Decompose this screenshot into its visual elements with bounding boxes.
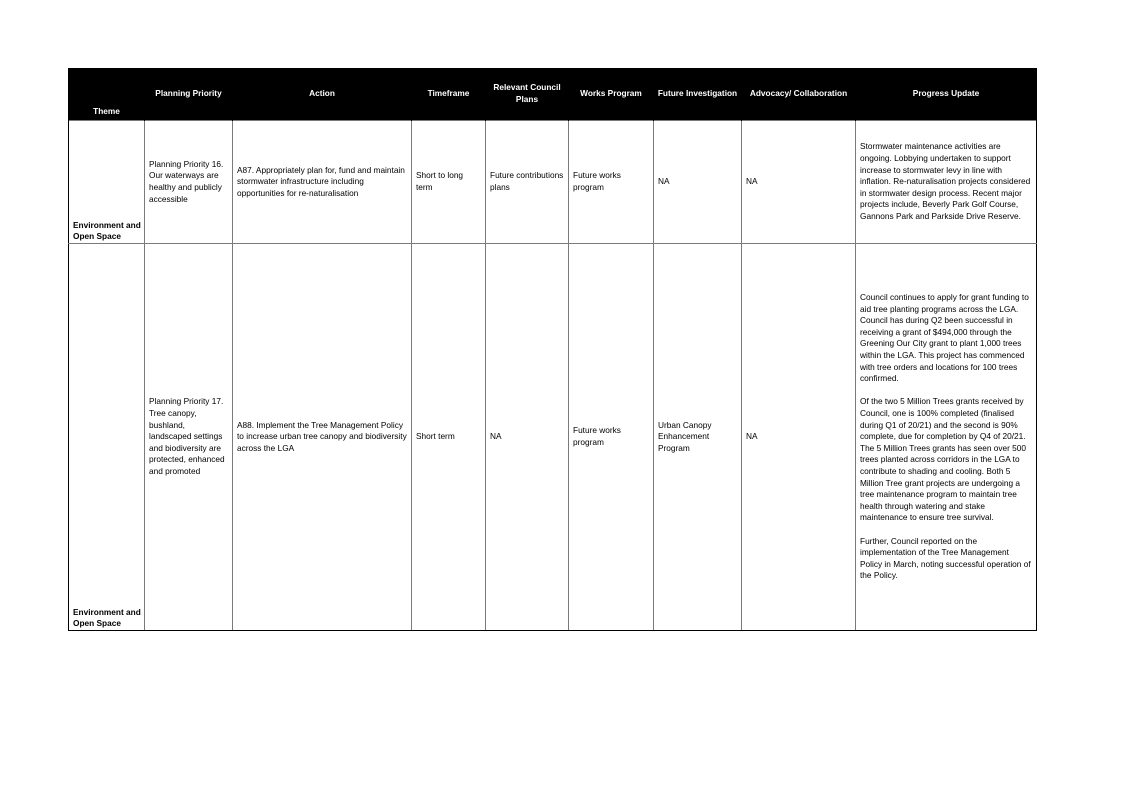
cell-future-investigation: Urban Canopy Enhancement Program xyxy=(654,244,742,631)
cell-works-program: Future works program xyxy=(569,121,654,244)
cell-advocacy-collaboration: NA xyxy=(742,121,856,244)
cell-planning-priority: Planning Priority 17. Tree canopy, bushland, landscaped settings and biodiversity are protected, enhanced and promoted xyxy=(145,244,233,631)
cell-action: A88. Implement the Tree Management Policy to increase urban tree canopy and biodiversity across the LGA xyxy=(233,244,412,631)
cell-advocacy-collaboration: NA xyxy=(742,244,856,631)
cell-relevant-council-plans: Future contributions plans xyxy=(486,121,569,244)
cell-relevant-council-plans: NA xyxy=(486,244,569,631)
table-header xyxy=(69,68,1037,121)
cell-progress-update: Stormwater maintenance activities are ongoing. Lobbying undertaken to support increase to stormwater levy in line with inflation. Re-naturalisation projects considered in stormwater design process. Recent major projects include, Beverly Park Golf Course, Gannons Park and Parkside Drive Reserve. xyxy=(856,121,1037,244)
header-row xyxy=(69,68,1037,121)
table-row xyxy=(69,121,1037,244)
header-works-program: Works Program xyxy=(569,68,654,121)
header-future-investigation: Future Investigation xyxy=(654,68,742,121)
header-advocacy-collaboration: Advocacy/ Collaboration xyxy=(742,68,856,121)
header-theme: Theme xyxy=(69,68,145,121)
cell-action: A87. Appropriately plan for, fund and maintain stormwater infrastructure including opportunities for re-naturalisation xyxy=(233,121,412,244)
table-body xyxy=(69,121,1037,631)
cell-works-program: Future works program xyxy=(569,244,654,631)
cell-planning-priority: Planning Priority 16. Our waterways are healthy and publicly accessible xyxy=(145,121,233,244)
header-planning-priority: Planning Priority xyxy=(145,68,233,121)
header-progress-update: Progress Update xyxy=(856,68,1037,121)
cell-theme: Environment and Open Space xyxy=(69,121,145,244)
cell-progress-update: Council continues to apply for grant funding to aid tree planting programs across the LGA. Council has during Q2 been successful in receiving a grant of $494,000 through the Greening Our City grant to plant 1,000 trees within the LGA. This project has commenced with tree orders and locations for 100 trees confirmed. Of the two 5 Million Trees grants received by Council, one is 100% completed (finalised during Q1 of 20/21) and the second is 90% complete, due for completion by Q4 of 20/21. The 5 Million Trees grants has seen over 500 trees planted across corridors in the LGA to contribute to shading and cooling. Both 5 Million Tree grant projects are undergoing a tree maintenance program to maintain tree health through watering and stake maintenance to ensure tree survival. Further, Council reported on the implementation of the Tree Management Policy in March, noting successful operation of the Policy. xyxy=(856,244,1037,631)
cell-theme: Environment and Open Space xyxy=(69,244,145,631)
table-row xyxy=(69,244,1037,631)
planning-priorities-table xyxy=(68,68,1037,631)
cell-timeframe: Short to long term xyxy=(412,121,486,244)
header-relevant-council-plans: Relevant Council Plans xyxy=(486,68,569,121)
header-action: Action xyxy=(233,68,412,121)
cell-timeframe: Short term xyxy=(412,244,486,631)
cell-future-investigation: NA xyxy=(654,121,742,244)
header-timeframe: Timeframe xyxy=(412,68,486,121)
